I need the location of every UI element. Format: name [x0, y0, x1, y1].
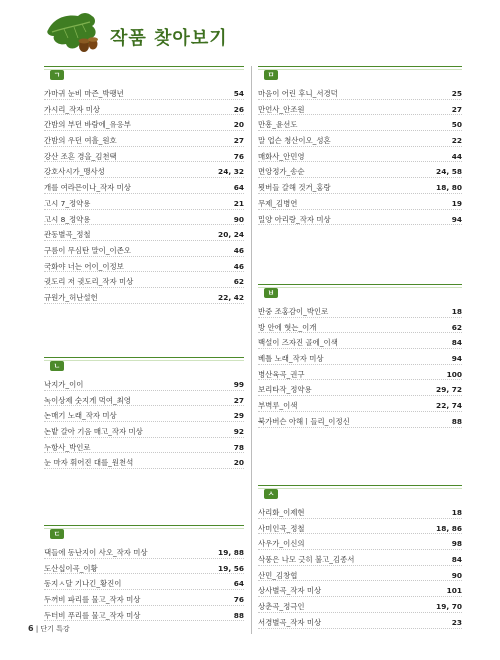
- index-entry: [44, 149, 244, 165]
- entry-pages: 44: [451, 151, 462, 161]
- entry-pages: 90: [233, 214, 244, 224]
- index-entry: [258, 599, 462, 615]
- entry-title: 댁들에 동난지이 사오_작자 미상: [44, 548, 148, 557]
- index-entry: [44, 196, 244, 212]
- index-entry: [44, 592, 244, 608]
- entry-title: 면앙정가_송순: [258, 167, 305, 177]
- entry-title: 국화야 너는 어이_이정보: [44, 261, 124, 271]
- index-entry: [258, 414, 462, 430]
- section-siot: [258, 485, 462, 631]
- column-divider: [251, 66, 252, 634]
- entry-title: 베틀 노래_작자 미상: [258, 354, 324, 364]
- entry-pages: 62: [451, 322, 462, 332]
- entry-pages: 88: [233, 610, 244, 620]
- index-entry: [258, 536, 462, 552]
- index-entry: [44, 608, 244, 624]
- entry-pages: 27: [233, 395, 244, 405]
- index-entry: [44, 440, 244, 456]
- entry-title: 구름이 무심탄 말이_이존오: [44, 245, 131, 255]
- index-entry: [258, 521, 462, 537]
- entry-pages: 46: [233, 261, 244, 271]
- entry-title: 귓도리 저 귓도리_작자 미상: [44, 277, 134, 287]
- index-entry: [44, 180, 244, 196]
- entry-pages: 22, 74: [436, 401, 462, 411]
- section-badge: ㅂ: [264, 288, 278, 298]
- section-header: [258, 66, 462, 80]
- index-entry: [44, 576, 244, 592]
- index-entry: [258, 196, 462, 212]
- section-giyeok: [44, 66, 244, 306]
- index-entry: [44, 133, 244, 149]
- entry-pages: 100: [446, 369, 462, 379]
- index-entry: [258, 86, 462, 102]
- index-entry: [258, 382, 462, 398]
- entry-pages: 98: [451, 539, 462, 549]
- entry-pages: 64: [233, 183, 244, 193]
- entry-pages: 99: [233, 380, 244, 389]
- entry-title: 만언사_안조원: [258, 104, 305, 114]
- entry-pages: 62: [233, 277, 244, 287]
- section-header: [44, 525, 244, 539]
- entry-pages: 19, 56: [218, 563, 244, 573]
- entry-pages: 22, 42: [218, 292, 244, 302]
- entry-pages: 26: [233, 104, 244, 114]
- index-entry: [258, 164, 462, 180]
- entry-pages: 18, 86: [436, 523, 462, 533]
- entry-title: 방 안에 혓는_이개: [258, 322, 317, 332]
- index-entry: [258, 505, 462, 521]
- index-entry: [44, 243, 244, 259]
- entry-title: 마음이 어린 후니_서경덕: [258, 89, 338, 98]
- entry-title: 가마귀 눈비 마즌_박팽년: [44, 89, 124, 98]
- section-header: [258, 485, 462, 499]
- page-title: 작품 찾아보기: [110, 28, 228, 49]
- entry-pages: 22: [451, 136, 462, 146]
- entry-title: 관동별곡_정철: [44, 230, 91, 240]
- entry-pages: 24, 32: [218, 167, 244, 177]
- entry-title: 서경별곡_작자 미상: [258, 617, 322, 627]
- index-entry: [258, 117, 462, 133]
- section-badge: ㅁ: [264, 70, 278, 80]
- index-entry: [258, 102, 462, 118]
- index-entry: [44, 561, 244, 577]
- entry-title: 두터비 푸리를 물고_작자 미상: [44, 610, 141, 620]
- entry-title: 논밭 갈아 기음 매고_작자 미상: [44, 427, 143, 437]
- entry-title: 말 업슨 청산이오_성혼: [258, 136, 331, 146]
- entry-title: 밀양 아리랑_작자 미상: [258, 214, 331, 224]
- index-entry: [44, 290, 244, 306]
- section-bieup: [258, 284, 462, 430]
- entry-pages: 18, 80: [436, 183, 462, 193]
- entry-pages: 19: [451, 198, 462, 208]
- index-entry: [44, 545, 244, 561]
- section-badge: ㄴ: [50, 361, 64, 371]
- entry-title: 개를 여라믄이나_작자 미상: [44, 183, 131, 193]
- section-digeut: [44, 525, 244, 623]
- index-entry: [44, 393, 244, 409]
- entry-pages: 19, 88: [218, 548, 244, 557]
- section-badge: ㄱ: [50, 70, 64, 80]
- entry-pages: 90: [451, 570, 462, 580]
- entry-pages: 64: [233, 579, 244, 589]
- entry-title: 도산십이곡_이황: [44, 563, 98, 573]
- section-nieun: [44, 357, 244, 471]
- entry-pages: 92: [233, 427, 244, 437]
- entry-title: 고시 7_정약용: [44, 198, 91, 208]
- entry-pages: 20: [233, 458, 244, 468]
- index-entry: [44, 86, 244, 102]
- entry-title: 사미인곡_정철: [258, 523, 305, 533]
- entry-pages: 76: [233, 151, 244, 161]
- entry-title: 두꺼비 파리를 물고_작자 미상: [44, 595, 141, 605]
- entry-pages: 101: [446, 586, 462, 596]
- entry-title: 간밤의 부던 바람에_유응부: [44, 120, 131, 130]
- index-entry: [258, 149, 462, 165]
- entry-title: 묏버들 갈해 것거_홍랑: [258, 183, 331, 193]
- entry-pages: 54: [233, 89, 244, 98]
- entry-pages: 94: [451, 354, 462, 364]
- entry-title: 사우가_이신의: [258, 539, 305, 549]
- index-entry: [44, 164, 244, 180]
- entry-title: 녹이상제 숫지게 먹여_최영: [44, 395, 131, 405]
- entry-title: 백설이 즈자진 골에_이색: [258, 338, 338, 348]
- entry-title: 고시 8_정약용: [44, 214, 91, 224]
- index-entry: [44, 377, 244, 393]
- index-entry: [258, 367, 462, 383]
- page-header: [44, 10, 344, 58]
- entry-title: 매화사_안민영: [258, 151, 305, 161]
- entry-pages: 50: [451, 120, 462, 130]
- entry-title: 상춘곡_정극인: [258, 602, 305, 612]
- entry-title: 동지ㅅ달 기나긴_황진이: [44, 579, 122, 589]
- index-entry: [258, 180, 462, 196]
- index-entry: [44, 102, 244, 118]
- oak-leaf-icon: [44, 10, 100, 56]
- entry-title: 병산육곡_권구: [258, 369, 305, 379]
- index-entry: [258, 615, 462, 631]
- entry-title: 강산 조흔 경을_김천택: [44, 151, 117, 161]
- section-header: [44, 66, 244, 80]
- entry-pages: 18: [451, 307, 462, 316]
- entry-pages: 46: [233, 245, 244, 255]
- section-mieum: [258, 66, 462, 227]
- index-entry: [44, 259, 244, 275]
- section-badge: ㄷ: [50, 529, 64, 539]
- entry-pages: 88: [451, 416, 462, 426]
- entry-title: 북가버슨 아해ㅣ들리_이정신: [258, 416, 350, 426]
- index-entry: [258, 583, 462, 599]
- entry-title: 가시리_작자 미상: [44, 104, 101, 114]
- index-entry: [258, 398, 462, 414]
- entry-pages: 19, 70: [436, 602, 462, 612]
- footer-label: 단기 특강: [40, 625, 70, 633]
- index-entry: [258, 212, 462, 228]
- entry-pages: 21: [233, 198, 244, 208]
- page-footer: [28, 624, 70, 634]
- section-badge: ㅅ: [264, 489, 278, 499]
- entry-pages: 27: [233, 136, 244, 146]
- entry-title: 강호사시가_맹사성: [44, 167, 105, 177]
- entry-title: 삭풍은 나모 긋히 불고_김종서: [258, 555, 355, 565]
- index-entry: [258, 133, 462, 149]
- entry-pages: 20: [233, 120, 244, 130]
- entry-pages: 20, 24: [218, 230, 244, 240]
- index-entry: [44, 408, 244, 424]
- section-header: [44, 357, 244, 371]
- index-entry: [44, 117, 244, 133]
- entry-title: 무제_김병연: [258, 198, 298, 208]
- index-entry: [258, 304, 462, 320]
- entry-pages: 29, 72: [436, 385, 462, 395]
- entry-pages: 76: [233, 595, 244, 605]
- footer-separator: |: [35, 625, 39, 633]
- entry-pages: 23: [451, 617, 462, 627]
- entry-pages: 78: [233, 442, 244, 452]
- entry-title: 산민_김창협: [258, 570, 298, 580]
- entry-title: 반중 조홍감이_박인로: [258, 307, 329, 316]
- entry-title: 보리타작_정약용: [258, 385, 312, 395]
- entry-pages: 27: [451, 104, 462, 114]
- entry-title: 상사별곡_작자 미상: [258, 586, 322, 596]
- entry-pages: 25: [451, 89, 462, 98]
- index-entry: [258, 568, 462, 584]
- entry-pages: 24, 58: [436, 167, 462, 177]
- index-entry: [258, 320, 462, 336]
- index-entry: [44, 227, 244, 243]
- entry-title: 논매기 노래_작자 미상: [44, 411, 117, 421]
- entry-title: 규원가_허난설헌: [44, 292, 98, 302]
- entry-pages: 84: [451, 555, 462, 565]
- entry-title: 낙지가_이이: [44, 380, 84, 389]
- index-entry: [44, 212, 244, 228]
- index-entry: [258, 335, 462, 351]
- index-entry: [44, 424, 244, 440]
- entry-title: 만흥_윤선도: [258, 120, 298, 130]
- index-entry: [258, 351, 462, 367]
- entry-title: 눈 마자 휘어진 대를_원천석: [44, 458, 134, 468]
- entry-pages: 84: [451, 338, 462, 348]
- entry-pages: 18: [451, 508, 462, 517]
- entry-pages: 94: [451, 214, 462, 224]
- entry-title: 부벽루_이색: [258, 401, 298, 411]
- entry-pages: 29: [233, 411, 244, 421]
- entry-title: 누항사_박인로: [44, 442, 91, 452]
- index-entry: [44, 455, 244, 471]
- index-entry: [258, 552, 462, 568]
- entry-title: 사리화_이제현: [258, 508, 305, 517]
- page-number: 6: [28, 624, 34, 633]
- section-header: [258, 284, 462, 298]
- entry-title: 간밤의 우던 여흘_원호: [44, 136, 117, 146]
- index-entry: [44, 274, 244, 290]
